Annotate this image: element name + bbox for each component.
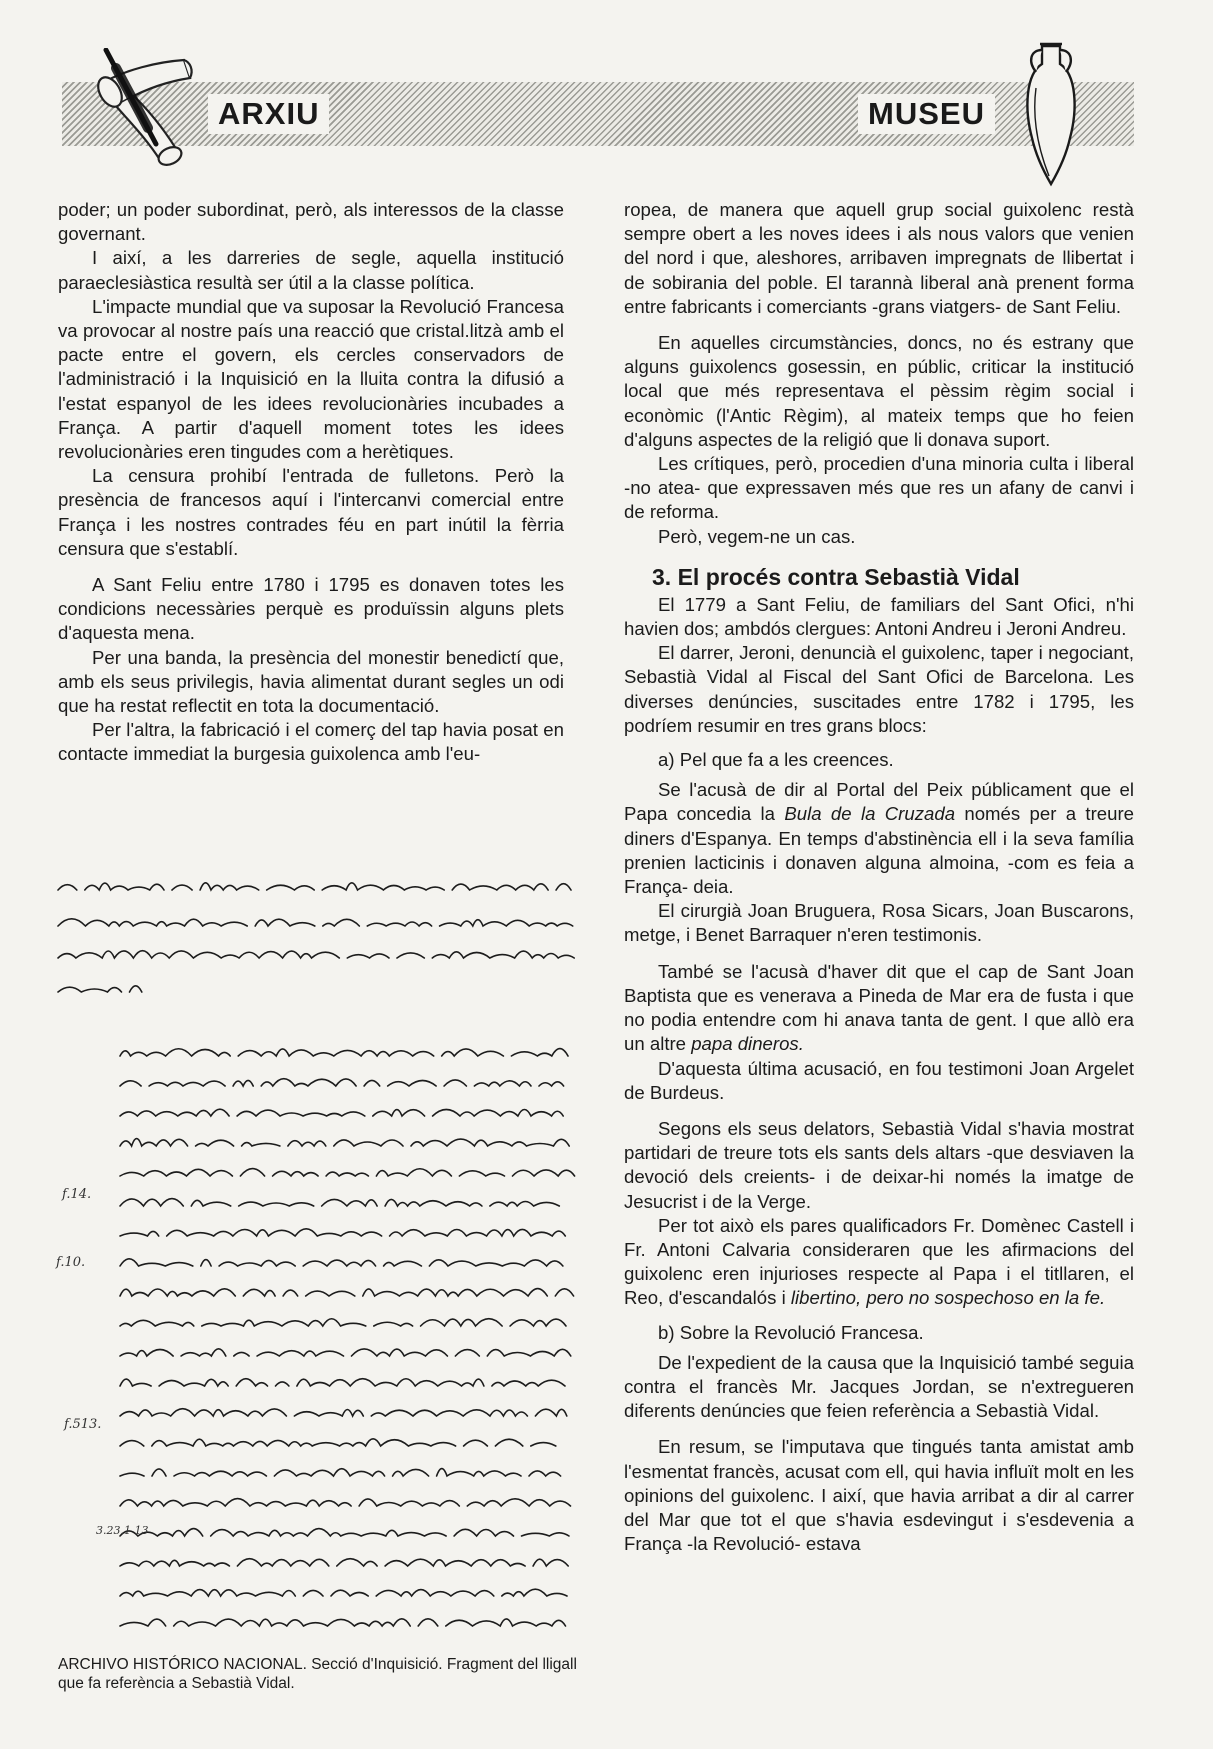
paragraph: En aquelles circumstàncies, doncs, no és estrany que alguns guixolencs gosessin, en públic, criticar la institució local que més representava el pèssim règim social i econòmic (l'Antic Règim), al mateix temps que ho feien d'alguns aspectes de la religió que li donava suport. (624, 332, 1134, 450)
margin-note: 3.23.1 13 (96, 1524, 149, 1537)
paragraph: Se l'acusà de dir al Portal del Peix públicament que el Papa concedia la Bula de la Cruzada només per a treure diners d'Espanya. En temps d'abstinència ell i la seva família prenien lacticinis i donaven alguna almoina, -com es feia a França- deia. (624, 779, 1134, 898)
margin-note: f.14. (62, 1187, 92, 1202)
figure-caption: ARCHIVO HISTÓRICO NACIONAL. Secció d'Inquisició. Fragment del lligall que fa referència a Sebastià Vidal. (58, 1656, 577, 1692)
handwriting-line (120, 1109, 563, 1116)
paragraph: També se l'acusà d'haver dit que el cap de Sant Joan Baptista que es venerava a Pineda de Mar era de fusta i que no podia entendre com hi anava tanta de gent. I que allò era un altre papa dineros. (624, 960, 1134, 1055)
right-column (624, 198, 1134, 1556)
handwriting-line (58, 919, 573, 926)
paragraph: De l'expedient de la causa que la Inquisició també seguia contra el francès Mr. Jacques Jordan, se n'extregueren diferents denúncies que feien referència a Sebastià Vidal. (624, 1351, 1134, 1422)
paragraph: ropea, de manera que aquell grup social guixolenc restà sempre obert a les noves idees i als nous valors que venien del nord i que, aleshores, arribaven impregnats de llibertat i de sobirania del poble. El tarannà liberal anà prenent forma entre fabricants i comerciants -grans viatgers- de Sant Feliu. (624, 199, 1134, 317)
handwriting-line (58, 986, 142, 992)
paragraph: Per l'altra, la fabricació i el comerç del tap havia posat en contacte immediat la burgesia guixolenca amb l'eu- (58, 719, 564, 765)
paragraph: Per tot això els pares qualificadors Fr. Domènec Castell i Fr. Antoni Calvaria consideraren que les afirmacions del guixolenc eren injurioses respecte al Papa i el titllaren, el Reo, d'escandalós i libertino, pero no sospechoso en la fe. (624, 1214, 1134, 1309)
handwriting-line (120, 1529, 569, 1536)
handwriting-line (120, 1499, 579, 1506)
scroll-quill-icon (86, 48, 206, 170)
handwriting-line (120, 1559, 568, 1566)
handwriting-line (120, 1289, 574, 1296)
paragraph: poder; un poder subordinat, però, als interessos de la classe governant. (58, 199, 564, 245)
handwriting-line (120, 1319, 566, 1326)
handwriting-line (120, 1379, 573, 1386)
left-column (58, 198, 564, 767)
handwriting-line (120, 1259, 563, 1266)
margin-note: f.513. (64, 1417, 102, 1432)
paragraph: D'aquesta última acusació, en fou testimoni Joan Argelet de Burdeus. (624, 1057, 1134, 1103)
handwriting-line (120, 1469, 561, 1476)
paragraph: El cirurgià Joan Bruguera, Rosa Sicars, Joan Buscarons, metge, i Benet Barraquer n'eren testimonis. (624, 900, 1134, 946)
paragraph: Però, vegem-ne un cas. (658, 525, 856, 547)
handwriting-line (120, 1409, 567, 1416)
paragraph: En resum, se l'imputava que tingués tanta amistat amb l'esmentat francès, acusat com ell, qui havia influït molt en les opinions del guixolenc. I així, que havia arribat a dir al carrer del Mar que tot el que s'havia esdevingut i s'esdevenia a França -la Revolució- estava (624, 1436, 1134, 1555)
paragraph: Segons els seus delators, Sebastià Vidal s'havia mostrat partidari de treure tots els sants dels altars -que desviaven la devoció dels creients- i de deixar-hi només la imatge de Jesucrist i de la Verge. (624, 1117, 1134, 1212)
handwriting-line (120, 1589, 567, 1596)
paragraph: El 1779 a Sant Feliu, de familiars del Sant Ofici, n'hi havien dos; ambdós clergues: Antoni Andreu i Jeroni Andreu. (624, 593, 1134, 640)
header-museu-label: MUSEU (858, 94, 995, 134)
amphora-icon (1020, 38, 1082, 188)
handwriting-line (120, 1349, 571, 1356)
paragraph: L'impacte mundial que va suposar la Revolució Francesa va provocar al nostre país una reacció que cristal.litzà amb el pacte entre el govern, els cercles conservadors de l'administració i la Inquisició en la lluita contra la difusió a l'estat espanyol de les idees revolucionàries incubades a França. A partir d'aquell moment totes les idees revolucionàries eren tingudes com a herètiques. (58, 295, 564, 463)
paragraph: El darrer, Jeroni, denuncià el guixolenc, taper i negociant, Sebastià Vidal al Fiscal del Sant Ofici de Barcelona. Les diverses denúncies, suscitades entre 1782 i 1795, les podríem resumir en tres grans blocs: (624, 642, 1134, 736)
handwriting-line (58, 951, 580, 958)
paragraph: I així, a les darreries de segle, aquella institució paraeclesiàstica resultà ser útil a la classe política. (58, 247, 564, 293)
manuscript-image (40, 866, 580, 1646)
list-item-b: b) Sobre la Revolució Francesa. (658, 1321, 924, 1343)
paragraph: A Sant Feliu entre 1780 i 1795 es donaven totes les condicions necessàries perquè es produïssin alguns plets d'aquesta mena. (58, 574, 564, 644)
paragraph: Les crítiques, però, procedien d'una minoria culta i liberal -no atea- que expressaven més que res un afany de canvi i de reforma. (624, 453, 1134, 523)
handwriting-line (120, 1619, 566, 1626)
handwriting-line (120, 1439, 564, 1446)
list-item-a: a) Pel que fa a les creences. (658, 749, 894, 771)
handwriting-line (120, 1169, 575, 1176)
handwriting-line (120, 1139, 569, 1146)
handwriting-line (58, 883, 571, 890)
header-arxiu-label: ARXIU (208, 94, 329, 134)
margin-note: f.10. (56, 1255, 86, 1270)
paragraph: Per una banda, la presència del monestir benedictí que, amb els seus privilegis, havia alimentat durant segles un odi que ha restat reflectit en tota la documentació. (58, 646, 564, 717)
section-heading: 3. El procés contra Sebastià Vidal (652, 563, 1020, 590)
handwriting-line (120, 1199, 567, 1206)
paragraph: La censura prohibí l'entrada de fulletons. Però la presència de francesos aquí i l'intercanvi comercial entre França i les nostres contrades féu en part inútil la fèrria censura que s'establí. (58, 465, 564, 559)
handwriting-line (120, 1079, 572, 1086)
handwriting-line (120, 1229, 565, 1236)
handwriting-line (120, 1049, 568, 1056)
